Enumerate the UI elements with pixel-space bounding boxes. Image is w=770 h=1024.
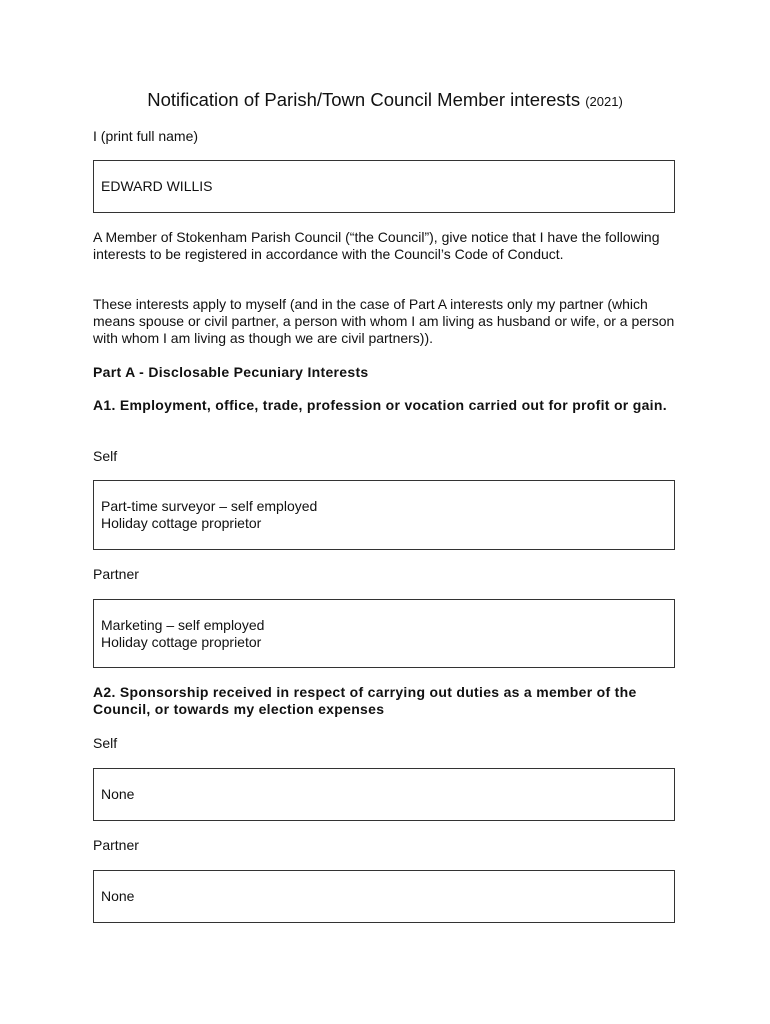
a1-self-line: Holiday cottage proprietor xyxy=(101,515,262,531)
title-year: (2021) xyxy=(585,94,623,109)
a2-self-value: None xyxy=(101,786,135,802)
a2-self-field[interactable] xyxy=(93,768,675,821)
a1-self-field[interactable] xyxy=(93,480,675,550)
full-name-field[interactable] xyxy=(93,160,675,213)
a2-self-label: Self xyxy=(93,735,118,751)
a1-partner-field[interactable] xyxy=(93,599,675,668)
a1-partner-line: Holiday cottage proprietor xyxy=(101,633,262,650)
a2-heading: A2. Sponsorship received in respect of carrying out duties as a member of the Council, or towards my election expenses xyxy=(93,684,637,717)
intro-paragraph-1: A Member of Stokenham Parish Council (“the Council”), give notice that I have the following interests to be registered in accordance with the Council’s Code of Conduct. xyxy=(93,229,660,262)
page-title xyxy=(0,89,770,111)
title-text: Notification of Parish/Town Council Member interests xyxy=(147,89,581,110)
a2-partner-field[interactable] xyxy=(93,870,675,923)
a1-self-label: Self xyxy=(93,448,118,464)
part-a-heading: Part A - Disclosable Pecuniary Interests xyxy=(93,364,369,380)
a1-partner-label: Partner xyxy=(93,566,139,582)
full-name-value: EDWARD WILLIS xyxy=(101,178,213,194)
a1-heading: A1. Employment, office, trade, profession or vocation carried out for profit or gain. xyxy=(93,397,667,413)
a2-partner-value: None xyxy=(101,888,135,904)
a1-self-line: Part-time surveyor – self employed xyxy=(101,498,318,514)
name-label: I (print full name) xyxy=(93,128,199,144)
a2-partner-label: Partner xyxy=(93,837,139,853)
a1-partner-line: Marketing – self employed xyxy=(101,616,265,633)
intro-paragraph-2: These interests apply to myself (and in the case of Part A interests only my partner (which means spouse or civil partner, a person with whom I am living as husband or wife, or a person with whom I am living as though we are civil partners)). xyxy=(93,296,675,346)
